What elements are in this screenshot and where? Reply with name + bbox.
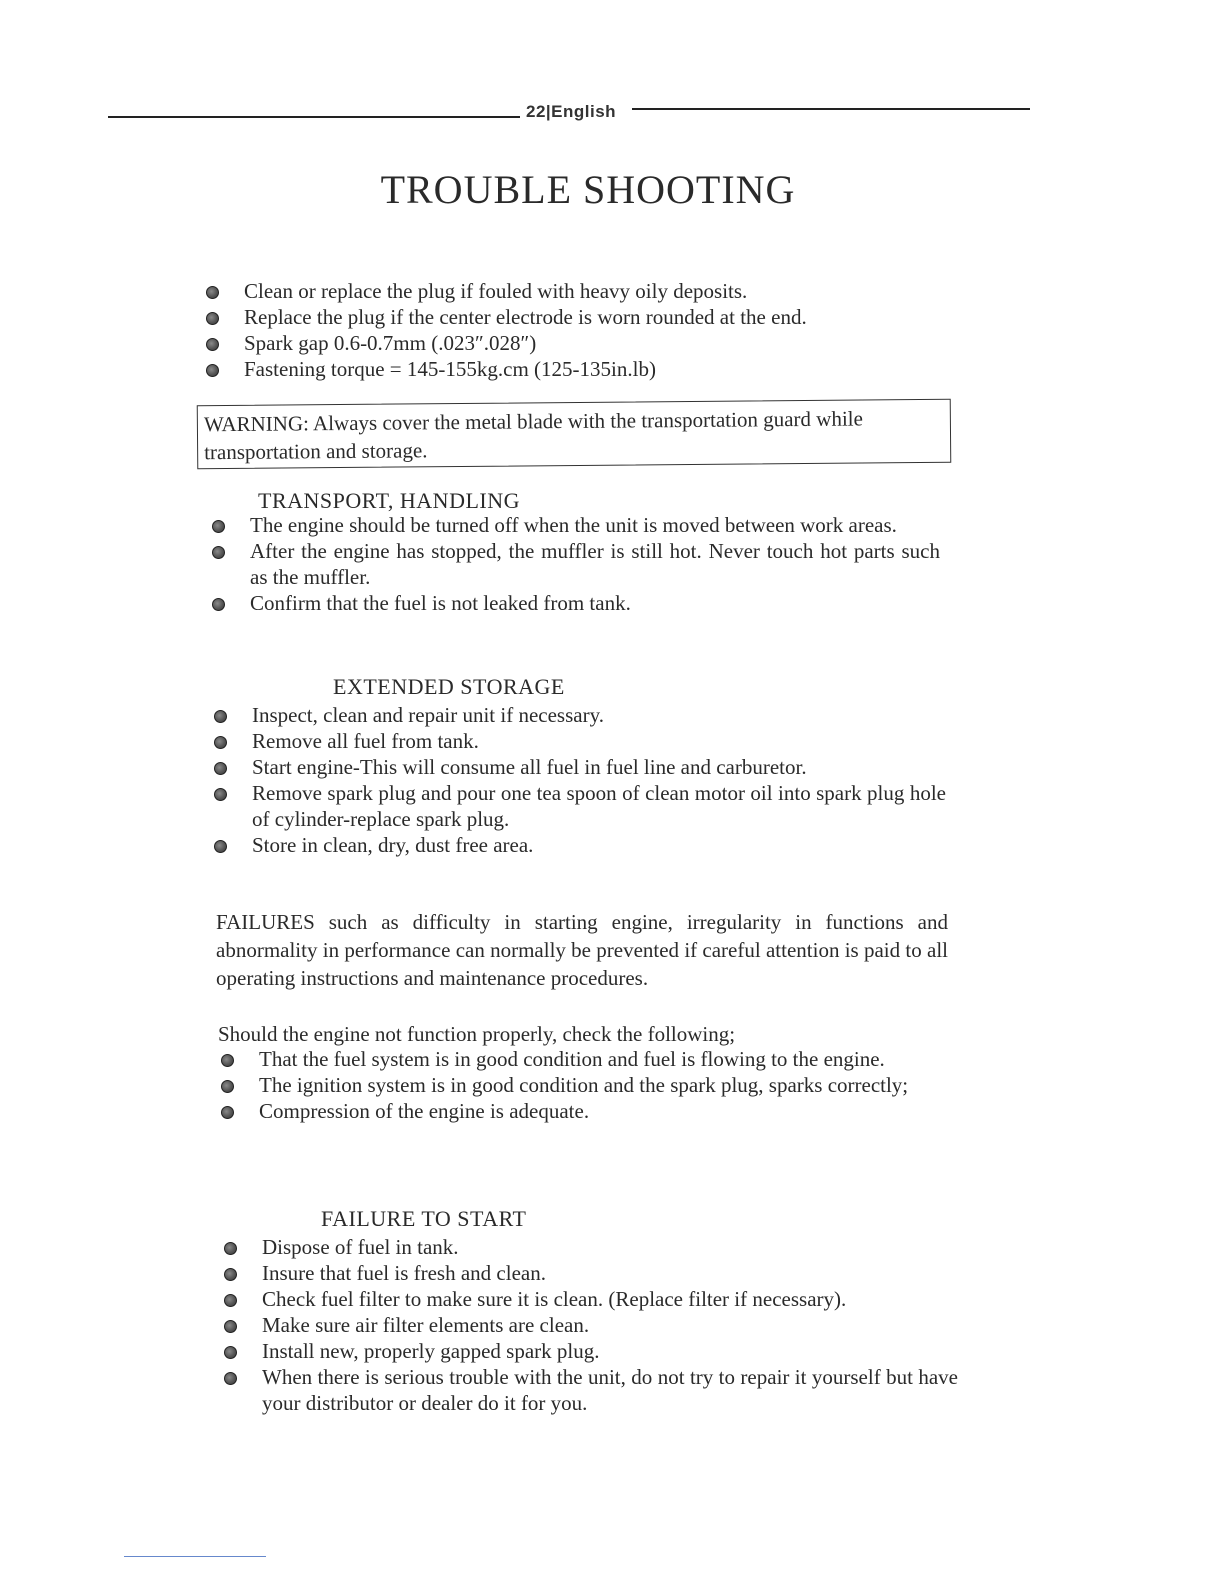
storage-list [214,702,946,858]
list-item: Spark gap 0.6-0.7mm (.023″.028″) [206,330,926,356]
list-item: When there is serious trouble with the unit, do not try to repair it yourself but have your distributor or dealer do it for you. [224,1364,958,1416]
bullet-icon [214,710,227,723]
bullet-icon [214,736,227,749]
list-item: Dispose of fuel in tank. [224,1234,958,1260]
bullet-icon [214,762,227,775]
header-rule-left [108,116,520,118]
bullet-icon [206,364,219,377]
list-item: Make sure air filter elements are clean. [224,1312,958,1338]
bullet-icon [221,1080,234,1093]
check-list [221,1046,952,1124]
bullet-icon [221,1054,234,1067]
list-item: The ignition system is in good condition and the spark plug, sparks correctly; [221,1072,952,1098]
list-item: Replace the plug if the center electrode is worn rounded at the end. [206,304,926,330]
footer-rule [124,1556,266,1557]
bullet-icon [224,1372,237,1385]
list-item: Clean or replace the plug if fouled with heavy oily deposits. [206,278,926,304]
storage-heading: EXTENDED STORAGE [333,674,565,699]
warning-box: WARNING: Always cover the metal blade with the transportation guard while transportation and storage. [197,399,952,470]
transport-list [212,512,940,616]
failure-to-start-list [224,1234,958,1416]
list-item: The engine should be turned off when the unit is moved between work areas. [212,512,940,538]
transport-heading: TRANSPORT, HANDLING [258,488,520,513]
bullet-icon [221,1106,234,1119]
list-item: Remove spark plug and pour one tea spoon of clean motor oil into spark plug hole of cylinder-replace spark plug. [214,780,946,832]
header-rule-right [632,108,1030,110]
list-item: Fastening torque = 145-155kg.cm (125-135in.lb) [206,356,926,382]
bullet-icon [212,598,225,611]
list-item: Inspect, clean and repair unit if necessary. [214,702,946,728]
page-header [108,96,1030,128]
bullet-icon [212,546,225,559]
bullet-icon [224,1268,237,1281]
list-item: Store in clean, dry, dust free area. [214,832,946,858]
list-item: Remove all fuel from tank. [214,728,946,754]
bullet-icon [206,338,219,351]
bullet-icon [214,788,227,801]
bullet-icon [206,286,219,299]
page-title: TROUBLE SHOOTING [380,167,796,212]
list-item: Start engine-This will consume all fuel in fuel line and carburetor. [214,754,946,780]
bullet-icon [214,840,227,853]
list-item: Confirm that the fuel is not leaked from tank. [212,590,940,616]
list-item: Insure that fuel is fresh and clean. [224,1260,958,1286]
bullet-icon [224,1294,237,1307]
bullet-icon [224,1320,237,1333]
failures-paragraph: FAILURES such as difficulty in starting engine, irregularity in functions and abnormality in performance can normally be prevented if careful attention is paid to all operating instructions and maintenance procedures. [216,910,948,990]
bullet-icon [212,520,225,533]
bullet-icon [224,1346,237,1359]
spark-plug-list [206,278,926,382]
list-item: Compression of the engine is adequate. [221,1098,952,1124]
page-label: 22|English [526,102,617,121]
bullet-icon [206,312,219,325]
failure-to-start-heading: FAILURE TO START [321,1206,527,1231]
check-intro: Should the engine not function properly, check the following; [218,1022,736,1046]
list-item: That the fuel system is in good condition and fuel is flowing to the engine. [221,1046,952,1072]
list-item: After the engine has stopped, the muffler is still hot. Never touch hot parts such as the muffler. [212,538,940,590]
bullet-icon [224,1242,237,1255]
list-item: Check fuel filter to make sure it is clean. (Replace filter if necessary). [224,1286,958,1312]
list-item: Install new, properly gapped spark plug. [224,1338,958,1364]
